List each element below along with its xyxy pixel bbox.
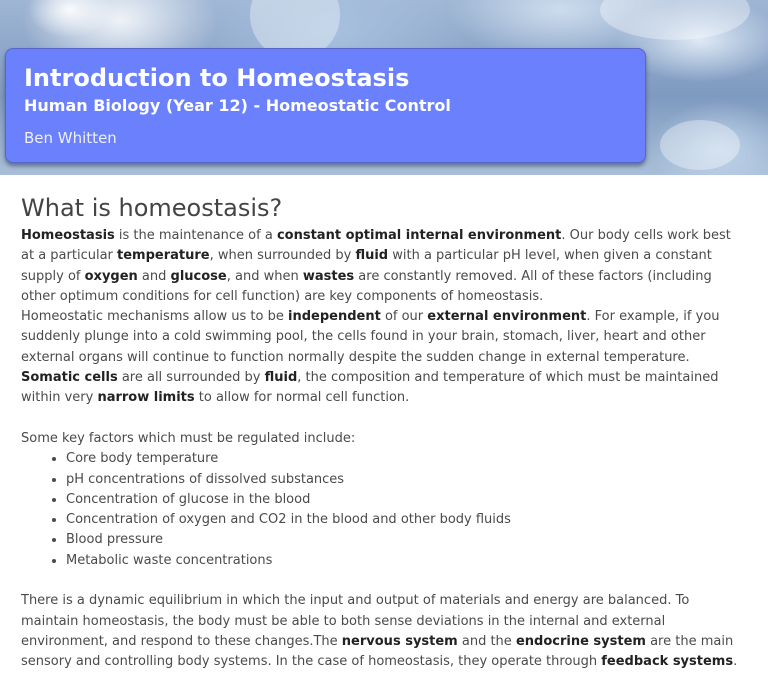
paragraph-equilibrium: There is a dynamic equilibrium in which the input and output of materials and energy are balanced. To maintain homeostasis, the body must be able to both sense deviations in the internal and external environment, and respond to these changes.The nervous system and the endocrine system are the main sensory and controlling body systems. In the case of homeostasis, they operate through feedback systems.: [21, 593, 738, 670]
bold-term: feedback systems: [601, 654, 734, 670]
bold-term: constant optimal internal environment: [276, 228, 562, 243]
paragraph-somatic-cells: Somatic cells are all surrounded by fluid, the composition and temperature of which must be maintained within very narrow limits to allow for normal cell function.: [21, 370, 719, 406]
bold-term: endocrine system: [515, 633, 646, 649]
course-author: Ben Whitten: [24, 129, 117, 147]
bold-term: nervous system: [341, 633, 458, 649]
bold-term: Homeostasis: [21, 228, 115, 243]
bold-term: temperature: [117, 248, 210, 264]
list-item: • Metabolic waste concentrations: [66, 551, 748, 571]
list-item: • Core body temperature: [66, 449, 748, 469]
section-heading: What is homeostasis?: [21, 194, 283, 222]
bold-term: wastes: [302, 268, 355, 284]
banner-cell-shape: [660, 120, 740, 170]
list-item: • Concentration of oxygen and CO2 in the blood and other body fluids: [66, 510, 748, 530]
spacer: [21, 571, 748, 591]
list-item: • Blood pressure: [66, 530, 748, 550]
title-card: [5, 48, 646, 163]
banner-cell-shape: [600, 0, 750, 40]
factors-intro: Some key factors which must be regulated include:: [21, 430, 356, 446]
paragraph-independence: Homeostatic mechanisms allow us to be independent of our external environment. For example, if you suddenly plunge into a cold swimming pool, the cells found in your brain, stomach, liver, heart and other external organs will continue to function normally despite the sudden change in external temperature.: [21, 309, 720, 365]
article-content: [0, 175, 768, 673]
bold-term: narrow limits: [97, 390, 195, 406]
header-banner: [0, 0, 768, 175]
course-subtitle: Human Biology (Year 12) - Homeostatic Control: [24, 96, 451, 115]
list-item: • Concentration of glucose in the blood: [66, 490, 748, 510]
factors-list: [21, 449, 748, 571]
bold-term: fluid: [355, 248, 389, 264]
paragraph-definition: Homeostasis is the maintenance of a constant optimal internal environment. Our body cells work best at a particular temperature, when surrounded by fluid with a particular pH level, when given a constant supply of oxygen and glucose, and when wastes are constantly removed. All of these factors (including other optimum conditions for cell function) are key components of homeostasis.: [21, 228, 731, 304]
bold-term: independent: [288, 309, 381, 325]
spacer: [21, 409, 748, 429]
bold-term: fluid: [264, 370, 298, 386]
bold-term: Somatic cells: [21, 370, 118, 386]
bold-term: oxygen: [84, 268, 138, 284]
list-item: • pH concentrations of dissolved substances: [66, 470, 748, 490]
bold-term: glucose: [170, 268, 227, 284]
course-title: Introduction to Homeostasis: [24, 64, 410, 92]
bold-term: external environment: [427, 309, 587, 325]
